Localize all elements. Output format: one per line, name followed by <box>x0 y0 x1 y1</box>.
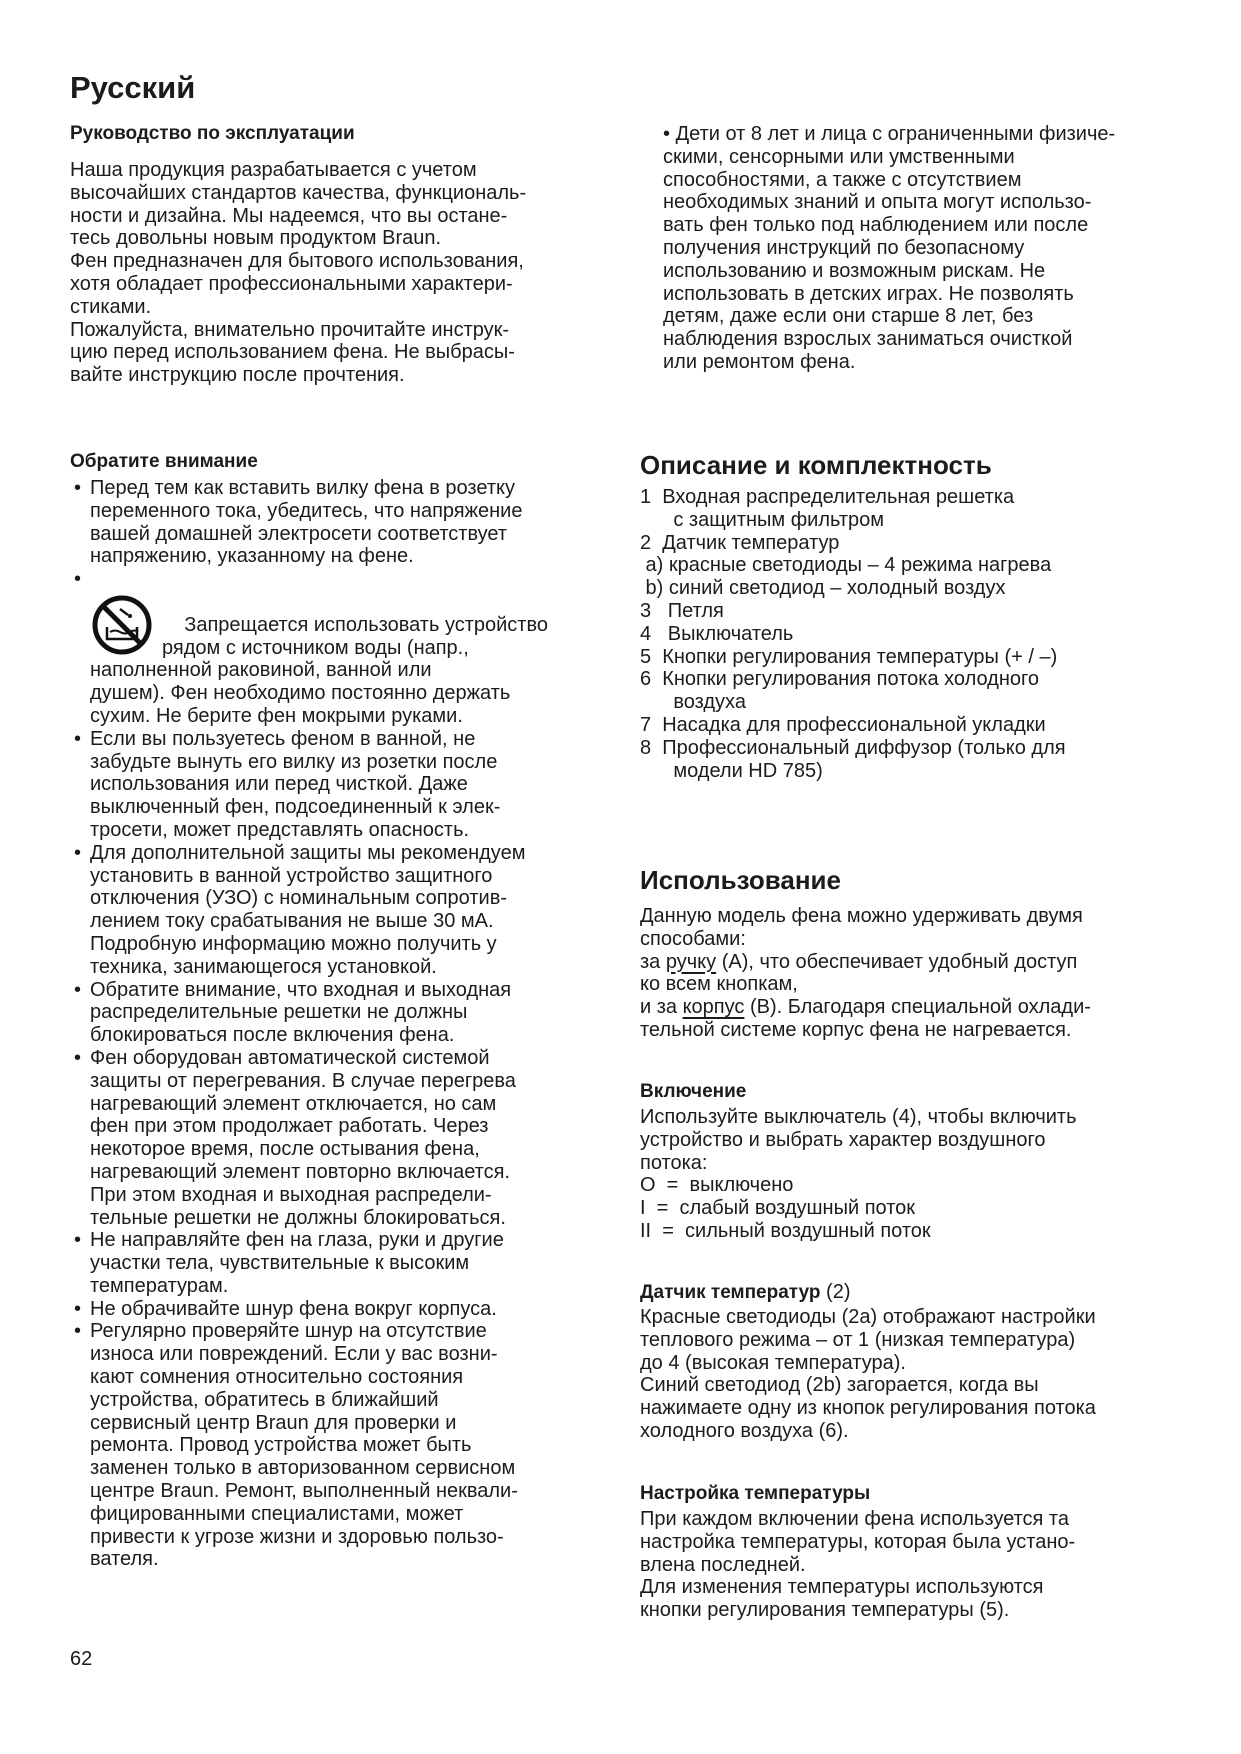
bullet-text: Регулярно проверяйте шнур на отсутствие износа или повреждений. Если у вас возни- кают сомнения относительно состояния устройства, обратитесь в ближайший сервисный центр Braun для проверки и ремонта. Провод устройства может быть заменен только в авторизованном сервисном центре Braun. Ремонт, выполненный неквали- фицированными специалистами, может привести к угрозе жизни и здоровью пользо- вателя. <box>90 1320 518 1571</box>
bullet-item: • Если вы пользуетесь феном в ванной, не забудьте вынуть его вилку из розетки после использования или перед чисткой. Даже выключенный фен, подсоединенный к элек- тросети, может представлять опасность. <box>74 727 501 841</box>
bullet-text: Дети от 8 лет и лица с ограниченными физиче- скими, сенсорными или умственными способностями, а также с отсутствием необходимых знаний и опыта могут использо- вать фен только под наблюдением или после получения инструкций по безопасному использованию и возможным рискам. Не использовать в детских играх. Не позволять детям, даже если они старше 8 лет, без наблюдения взрослых заниматься очисткой или ремонтом фена. <box>663 123 1116 373</box>
switch-heading: Включение <box>640 1081 747 1102</box>
description-heading: Описание и комплектность <box>640 450 992 480</box>
language-title: Русский <box>70 70 196 105</box>
page-number: 62 <box>70 1648 93 1670</box>
bullet-item: • Перед тем как вставить вилку фена в розетку переменного тока, убедитесь, что напряжение вашей домашней электросети соответствует напряжению, указанному на фене. <box>74 477 523 568</box>
usage-heading: Использование <box>640 865 841 895</box>
no-water-warning-icon <box>90 591 162 659</box>
bullet-text: Если вы пользуетесь феном в ванной, не забудьте вынуть его вилку из розетки после использования или перед чисткой. Даже выключенный фен, подсоединенный к элек- тросети, может представлять опасность. <box>90 727 501 841</box>
bullet-item: • Обратите внимание, что входная и выходная распределительные решетки не должны блокироваться после включения фена. <box>74 978 512 1047</box>
bullet-dot: • <box>663 123 676 145</box>
usage-text: и за <box>640 996 683 1019</box>
bullet-text: Для дополнительной защиты мы рекомендуем установить в ванной устройство защитного отключения (УЗО) с номинальным сопротив- лением току срабатывания не выше 30 мА. Подробную информацию можно получить у техника, занимающегося установкой. <box>90 841 526 978</box>
manual-heading: Руководство по эксплуатации <box>70 123 355 144</box>
usage-intro: Данную модель фена можно удерживать двумя способами: <box>640 905 1083 950</box>
bullet-text: Перед тем как вставить вилку фена в розетку переменного тока, убедитесь, что напряжение вашей домашней электросети соответствует напряжению, указанному на фене. <box>90 477 523 568</box>
sensor-text: Красные светодиоды (2a) отображают настройки теплового режима – от 1 (низкая температура) до 4 (высокая температура). Синий светодиод (2b) загорается, когда вы нажимаете одну из кнопок регулирования потока холодного воздуха (6). <box>640 1306 1096 1442</box>
bullet-item: • Для дополнительной защиты мы рекомендуем установить в ванной устройство защитного отключения (УЗО) с номинальным сопротив- лением току срабатывания не выше 30 мА. Подробную информацию можно получить у техника, занимающегося установкой. <box>74 841 526 978</box>
handle-term: ручку <box>665 950 717 973</box>
bullet-item: • Не направляйте фен на глаза, руки и другие участки тела, чувствительные к высоким температурам. <box>74 1229 504 1297</box>
usage-text: за <box>640 950 666 973</box>
children-bullet <box>663 123 1115 374</box>
usage-paragraph <box>640 905 1091 1042</box>
usage-text: (A), что обеспечивает удобный доступ ко всем кнопкам, <box>640 950 1078 996</box>
bullet-text: Не направляйте фен на глаза, руки и другие участки тела, чувствительные к высоким температурам. <box>90 1229 504 1297</box>
intro-paragraph: Наша продукция разрабатывается с учетом высочайших стандартов качества, функциональ- ности и дизайна. Мы надеемся, что вы остане- тесь довольны новым продуктом Braun. Фен предназначен для бытового использования, хотя обладает профессиональными характери- стиками. Пожалуйста, внимательно прочитайте инструк- цию перед использованием фена. Не выбрасы- вайте инструкцию после прочтения. <box>70 159 527 387</box>
bullet-item-water: • Запрещается использовать устройство рядом с источником воды (напр., наполненной раковиной, ванной или душем). Фен необходимо постоянно держать сухим. Не берите фен мокрыми руками. <box>74 568 548 727</box>
bullet-text: Фен оборудован автоматической системой защиты от перегревания. В случае перегрева нагревающий элемент отключается, но сам фен при этом продолжает работать. Через некоторое время, после остывания фена, нагревающий элемент повторно включается. При этом входная и выходная распредели- тельные решетки не должны блокироваться. <box>90 1046 516 1229</box>
bullet-text: Не обрачивайте шнур фена вокруг корпуса. <box>90 1297 497 1320</box>
bullet-item: • Регулярно проверяйте шнур на отсутствие износа или повреждений. Если у вас возни- кают сомнения относительно состояния устройства, обратитесь в ближайший сервисный центр Braun для проверки и ремонта. Провод устройства может быть заменен только в авторизованном сервисном центре Braun. Ремонт, выполненный неквали- фицированными специалистами, может привести к угрозе жизни и здоровью пользо- вателя. <box>74 1320 518 1571</box>
sensor-heading <box>640 1281 851 1305</box>
bullet-item: • Не обрачивайте шнур фена вокруг корпуса. <box>74 1297 497 1320</box>
switch-text: Используйте выключатель (4), чтобы включить устройство и выбрать характер воздушного потока: O = выключено I = слабый воздушный поток II = сильный воздушный поток <box>640 1106 1077 1242</box>
safety-bullet-list <box>72 477 632 1571</box>
sensor-ref: (2) <box>820 1281 851 1303</box>
description-list: 1 Входная распределительная решетка с защитным фильтром 2 Датчик температур a) красные светодиоды – 4 режима нагрева b) синий светодиод – холодный воздух 3 Петля 4 Выключатель 5 Кнопки регулирования температуры (+ / –) 6 Кнопки регулирования потока холодного воздуха 7 Насадка для профессиональной укладки 8 Профессиональный диффузор (только для модели HD 785) <box>640 486 1066 782</box>
usage-text: (B). Благодаря специальной охлади- тельной системе корпус фена не нагревается. <box>640 996 1091 1041</box>
bullet-item: • Фен оборудован автоматической системой защиты от перегревания. В случае перегрева нагревающий элемент отключается, но сам фен при этом продолжает работать. Через некоторое время, после остывания фена, нагревающий элемент повторно включается. При этом входная и выходная распредели- тельные решетки не должны блокироваться. <box>74 1046 516 1229</box>
body-term: корпус <box>682 996 745 1019</box>
bullet-text: Запрещается использовать устройство рядом с источником воды (напр., наполненной раковиной, ванной или душем). Фен необходимо постоянно держать сухим. Не берите фен мокрыми руками. <box>90 613 548 727</box>
sensor-heading-text: Датчик температур <box>640 1282 821 1303</box>
temperature-heading: Настройка температуры <box>640 1483 871 1504</box>
temperature-text: При каждом включении фена используется та настройка температуры, которая была устано- влена последней. Для изменения температуры используются кнопки регулирования температуры (5). <box>640 1508 1076 1622</box>
attention-heading: Обратите внимание <box>70 451 258 472</box>
bullet-text: Обратите внимание, что входная и выходная распределительные решетки не должны блокироваться после включения фена. <box>90 978 512 1047</box>
